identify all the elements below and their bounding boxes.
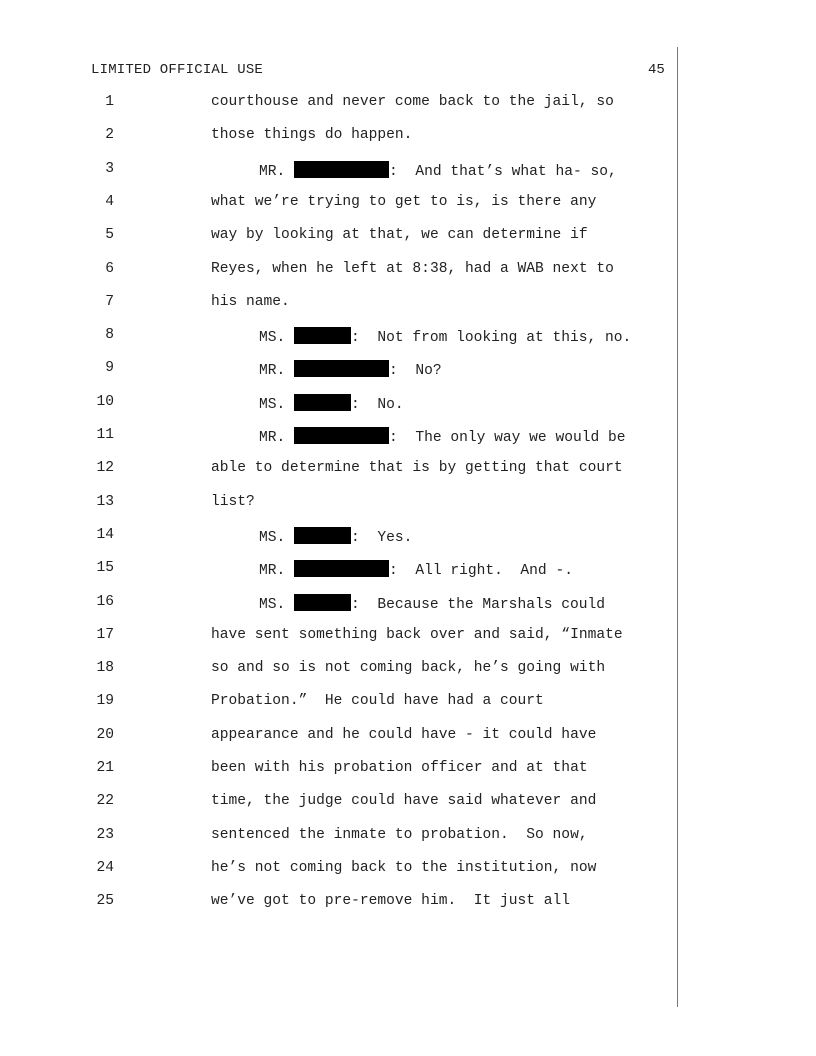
line-number: 23	[96, 826, 114, 843]
transcript-line	[0, 161, 676, 183]
transcript-line	[0, 693, 676, 715]
line-number: 2	[105, 127, 114, 144]
line-text: time, the judge could have said whatever and	[211, 793, 597, 810]
line-number: 13	[96, 493, 114, 510]
redaction-box	[294, 594, 351, 611]
line-number: 16	[96, 593, 114, 610]
transcript-line	[0, 727, 676, 749]
speech-text: : No?	[389, 363, 442, 380]
line-text	[259, 427, 626, 446]
speaker-title: MR.	[259, 563, 286, 580]
redaction-box	[294, 360, 389, 377]
transcript-line	[0, 494, 676, 516]
line-number: 6	[105, 260, 114, 277]
line-text: been with his probation officer and at that	[211, 760, 588, 776]
line-text: have sent something back over and said, “Inmate	[211, 626, 623, 643]
speaker-title: MR.	[259, 430, 286, 446]
transcript-line	[0, 127, 676, 149]
line-text: those things do happen.	[211, 127, 413, 144]
line-number: 4	[105, 193, 114, 210]
line-number: 7	[105, 293, 114, 310]
transcript-line	[0, 360, 676, 382]
speech-text: : And that’s what ha- so,	[389, 163, 617, 180]
speech-text: : All right. And -.	[389, 563, 573, 580]
line-text: way by looking at that, we can determine if	[211, 227, 588, 244]
line-number: 1	[105, 94, 114, 110]
transcript-line	[0, 294, 676, 316]
line-text: Reyes, when he left at 8:38, had a WAB next to	[211, 260, 614, 277]
transcript-line	[0, 227, 676, 249]
line-text	[259, 560, 573, 579]
line-text: list?	[211, 493, 255, 510]
line-number: 14	[96, 526, 114, 543]
line-text: what we’re trying to get to is, is there any	[211, 193, 597, 210]
redaction-box	[294, 327, 351, 344]
transcript-line	[0, 860, 676, 882]
line-text: his name.	[211, 293, 290, 310]
speech-text: : Because the Marshals could	[351, 596, 606, 613]
line-number: 25	[96, 893, 114, 910]
page-number: 45	[648, 62, 665, 78]
transcript-line	[0, 893, 676, 915]
line-number: 17	[96, 626, 114, 643]
line-number: 9	[105, 360, 114, 377]
speech-text: : The only way we would be	[389, 430, 626, 446]
transcript-line	[0, 560, 676, 582]
speaker-title: MS.	[259, 596, 286, 613]
line-text: so and so is not coming back, he’s going with	[211, 660, 606, 677]
speech-text: : Yes.	[351, 529, 413, 546]
line-number: 12	[96, 460, 114, 477]
line-text	[259, 394, 404, 413]
speaker-title: MS.	[259, 396, 286, 413]
speaker-title: MS.	[259, 529, 286, 546]
line-text	[259, 360, 442, 379]
line-number: 24	[96, 859, 114, 876]
line-number: 10	[96, 393, 114, 410]
speaker-title: MR.	[259, 363, 286, 380]
line-text	[259, 594, 605, 613]
transcript-line	[0, 793, 676, 815]
line-number: 8	[105, 327, 114, 344]
line-number: 20	[96, 726, 114, 743]
transcript-line	[0, 527, 676, 549]
line-text: Probation.” He could have had a court	[211, 693, 544, 710]
line-text: appearance and he could have - it could have	[211, 726, 597, 743]
transcript-line	[0, 460, 676, 482]
speaker-title: MS.	[259, 330, 286, 347]
speech-text: : Not from looking at this, no.	[351, 330, 632, 347]
transcript-line	[0, 627, 676, 649]
line-text	[259, 527, 412, 546]
redaction-box	[294, 427, 389, 444]
line-number: 18	[96, 660, 114, 677]
transcript-line	[0, 760, 676, 782]
transcript-line	[0, 261, 676, 283]
transcript-line	[0, 394, 676, 416]
line-number: 3	[105, 160, 114, 177]
transcript-line	[0, 827, 676, 849]
transcript-line	[0, 194, 676, 216]
right-margin-rule	[677, 47, 678, 1007]
redaction-box	[294, 560, 389, 577]
line-text	[259, 327, 631, 346]
classification-header: LIMITED OFFICIAL USE	[91, 62, 264, 78]
line-number: 11	[96, 427, 114, 443]
transcript-line	[0, 427, 676, 449]
transcript-line	[0, 94, 676, 116]
line-text	[259, 161, 617, 180]
line-text: he’s not coming back to the institution, now	[211, 859, 597, 876]
line-text: courthouse and never come back to the jail, so	[211, 94, 614, 110]
line-text: sentenced the inmate to probation. So now,	[211, 826, 588, 843]
redaction-box	[294, 527, 351, 544]
speaker-title: MR.	[259, 163, 286, 180]
line-text: we’ve got to pre-remove him. It just all	[211, 893, 571, 910]
redaction-box	[294, 161, 389, 178]
speech-text: : No.	[351, 396, 404, 413]
line-text: able to determine that is by getting that court	[211, 460, 623, 477]
line-number: 22	[96, 793, 114, 810]
line-number: 5	[105, 227, 114, 244]
line-number: 19	[96, 693, 114, 710]
transcript-line	[0, 594, 676, 616]
transcript-line	[0, 660, 676, 682]
line-number: 21	[96, 760, 114, 776]
line-number: 15	[96, 560, 114, 577]
transcript-line	[0, 327, 676, 349]
redaction-box	[294, 394, 351, 411]
